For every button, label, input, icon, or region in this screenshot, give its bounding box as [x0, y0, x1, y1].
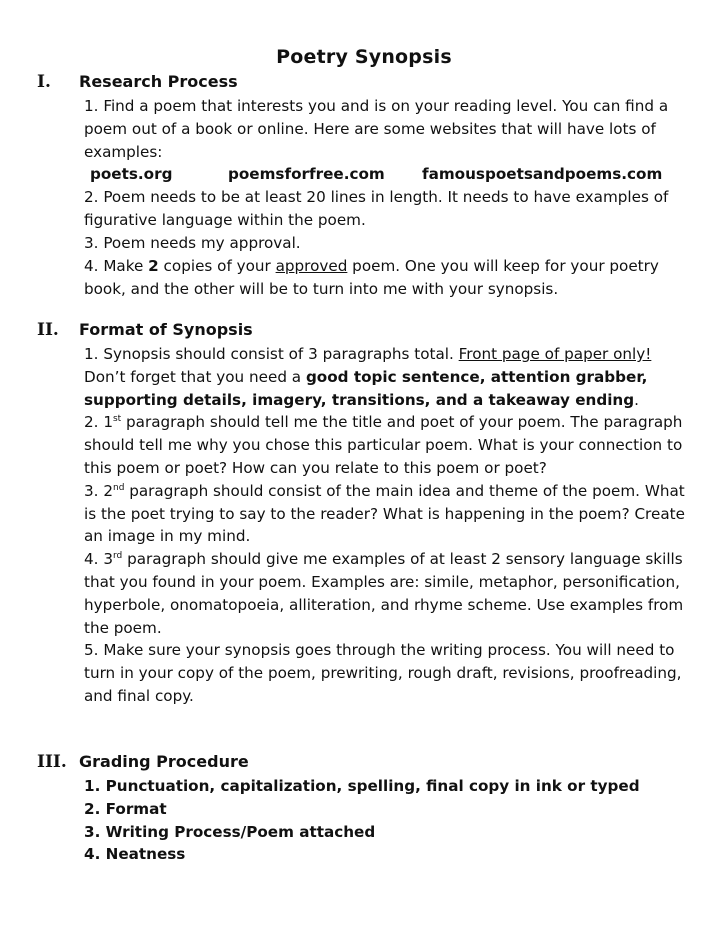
ordinal-suffix: nd — [112, 482, 125, 493]
item-text: . — [634, 390, 639, 409]
item-number: 3. 2 — [84, 481, 113, 500]
list-item — [84, 548, 694, 639]
website-link-poets: poets.org — [90, 165, 173, 184]
list-item — [84, 255, 694, 301]
section-title: Format of Synopsis — [79, 320, 253, 339]
list-item — [84, 411, 694, 479]
item-number: 2. 1 — [84, 413, 113, 432]
page-title: Poetry Synopsis — [276, 46, 452, 68]
section-heading — [0, 752, 728, 776]
section-numeral: III. — [37, 752, 67, 772]
item-text: paragraph should tell me the title and poet of your poem. The paragraph should tell me why you chose this particular poem. What is your connection to this poem or poet? How can you relate to this poem or poet? — [84, 413, 683, 477]
copy-count: 2 — [148, 256, 159, 275]
ordinal-suffix: st — [112, 414, 122, 425]
ordinal-suffix: rd — [112, 551, 123, 562]
section-research-process — [0, 72, 728, 300]
section-title: Research Process — [79, 72, 238, 91]
section-numeral: I. — [37, 72, 51, 92]
item-text: 4. Make — [84, 256, 149, 275]
item-number: 4. 3 — [84, 550, 113, 569]
section-heading — [0, 320, 728, 344]
list-item: 2. Poem needs to be at least 20 lines in length. It needs to have examples of figurative language within the poem. — [84, 188, 669, 230]
website-list — [84, 163, 694, 186]
list-item: 3. Poem needs my approval. — [84, 233, 301, 252]
website-link-famouspoets: famouspoetsandpoems.com — [422, 165, 663, 184]
section-numeral: II. — [37, 320, 59, 340]
list-item: 1. Find a poem that interests you and is on your reading level. You can find a poem out of a book or online. Here are some websites that will have lots of examples: — [84, 97, 669, 161]
item-text: paragraph should consist of the main idea and theme of the poem. What is the poet trying to say to the reader? What is happening in the poem? Create an image in my mind. — [84, 481, 685, 546]
list-item — [84, 480, 694, 548]
section-items — [84, 343, 694, 708]
front-page-underline: Front page of paper only! — [458, 345, 652, 363]
section-items — [84, 775, 728, 866]
approved-underline: approved — [275, 256, 348, 275]
list-item: 1. Punctuation, capitalization, spelling, final copy in ink or typed — [84, 777, 640, 795]
requirements-bold: good topic sentence, attention grabber, supporting details, imagery, transitions, and a takeaway ending — [84, 367, 648, 409]
list-item: 2. Format — [84, 799, 167, 818]
section-heading — [0, 72, 728, 96]
section-items — [84, 95, 694, 300]
item-text: copies of your — [158, 256, 276, 275]
website-link-poemsforfree: poemsforfree.com — [228, 165, 385, 184]
item-text: poem. One you will keep for your poetry book, and the other will be to turn into me with your synopsis. — [84, 256, 659, 298]
section-grading-procedure — [0, 752, 728, 866]
section-format-of-synopsis — [0, 320, 728, 708]
item-text: 1. Synopsis should consist of 3 paragraphs total. — [84, 345, 459, 363]
list-item: 3. Writing Process/Poem attached — [84, 822, 376, 841]
section-title: Grading Procedure — [79, 752, 249, 771]
item-text: Don’t forget that you need a — [84, 367, 306, 386]
list-item: 4. Neatness — [84, 845, 186, 864]
list-item: 5. Make sure your synopsis goes through the writing process. You will need to turn in your copy of the poem, prewriting, rough draft, revisions, proofreading, and final copy. — [84, 641, 682, 705]
item-text: paragraph should give me examples of at least 2 sensory language skills that you found in your poem. Examples are: simile, metaphor, personification, hyperbole, onomatopoeia, alliteration, and rhyme scheme. Use examples from the poem. — [84, 550, 684, 637]
list-item — [84, 343, 694, 411]
